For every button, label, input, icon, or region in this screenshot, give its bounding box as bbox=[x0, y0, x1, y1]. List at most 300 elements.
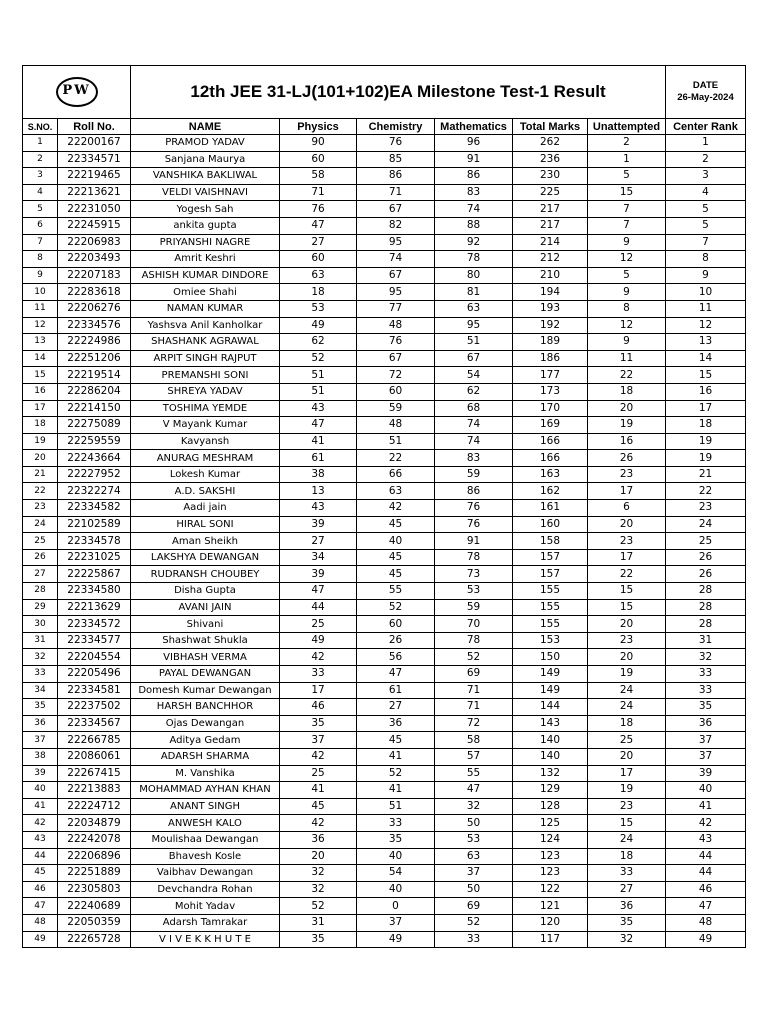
pw-logo bbox=[56, 77, 98, 107]
cell-name: NAMAN KUMAR bbox=[131, 300, 280, 317]
cell-roll-no: 22334571 bbox=[58, 151, 131, 168]
cell-chemistry: 40 bbox=[357, 881, 435, 898]
cell-unattempted: 24 bbox=[588, 699, 666, 716]
cell-total-marks: 217 bbox=[513, 217, 588, 234]
cell-name: Vaibhav Dewangan bbox=[131, 865, 280, 882]
cell-name: M. Vanshika bbox=[131, 765, 280, 782]
cell-mathematics: 32 bbox=[435, 798, 513, 815]
cell-center-rank: 22 bbox=[666, 483, 746, 500]
cell-name: Kavyansh bbox=[131, 433, 280, 450]
cell-unattempted: 18 bbox=[588, 848, 666, 865]
cell-unattempted: 15 bbox=[588, 599, 666, 616]
table-row bbox=[23, 865, 746, 882]
table-row bbox=[23, 284, 746, 301]
cell-chemistry: 74 bbox=[357, 251, 435, 268]
cell-unattempted: 22 bbox=[588, 367, 666, 384]
cell-mathematics: 71 bbox=[435, 699, 513, 716]
cell-roll-no: 22245915 bbox=[58, 217, 131, 234]
cell-sno: 14 bbox=[23, 350, 58, 367]
cell-sno: 40 bbox=[23, 782, 58, 799]
cell-total-marks: 123 bbox=[513, 848, 588, 865]
cell-chemistry: 76 bbox=[357, 334, 435, 351]
cell-sno: 30 bbox=[23, 616, 58, 633]
cell-physics: 31 bbox=[280, 914, 357, 931]
cell-physics: 60 bbox=[280, 251, 357, 268]
cell-unattempted: 18 bbox=[588, 715, 666, 732]
cell-sno: 39 bbox=[23, 765, 58, 782]
cell-physics: 47 bbox=[280, 583, 357, 600]
cell-physics: 39 bbox=[280, 566, 357, 583]
logo-text: PW bbox=[62, 83, 91, 98]
cell-name: SHREYA YADAV bbox=[131, 383, 280, 400]
cell-chemistry: 52 bbox=[357, 599, 435, 616]
cell-name: LAKSHYA DEWANGAN bbox=[131, 549, 280, 566]
cell-sno: 45 bbox=[23, 865, 58, 882]
table-row bbox=[23, 251, 746, 268]
cell-name: ANANT SINGH bbox=[131, 798, 280, 815]
cell-chemistry: 67 bbox=[357, 350, 435, 367]
table-row bbox=[23, 234, 746, 251]
cell-roll-no: 22204554 bbox=[58, 649, 131, 666]
cell-physics: 43 bbox=[280, 400, 357, 417]
cell-sno: 48 bbox=[23, 914, 58, 931]
cell-total-marks: 166 bbox=[513, 433, 588, 450]
cell-physics: 60 bbox=[280, 151, 357, 168]
cell-name: Aadi jain bbox=[131, 500, 280, 517]
cell-total-marks: 117 bbox=[513, 931, 588, 948]
cell-sno: 29 bbox=[23, 599, 58, 616]
cell-unattempted: 24 bbox=[588, 831, 666, 848]
report-title: 12th JEE 31-LJ(101+102)EA Milestone Test-1 Result bbox=[190, 82, 606, 101]
cell-mathematics: 68 bbox=[435, 400, 513, 417]
cell-physics: 46 bbox=[280, 699, 357, 716]
cell-sno: 25 bbox=[23, 533, 58, 550]
cell-total-marks: 186 bbox=[513, 350, 588, 367]
cell-center-rank: 41 bbox=[666, 798, 746, 815]
cell-physics: 41 bbox=[280, 782, 357, 799]
cell-sno: 21 bbox=[23, 466, 58, 483]
cell-roll-no: 22227952 bbox=[58, 466, 131, 483]
cell-sno: 24 bbox=[23, 516, 58, 533]
cell-total-marks: 140 bbox=[513, 748, 588, 765]
cell-chemistry: 61 bbox=[357, 682, 435, 699]
col-header-chemistry: Chemistry bbox=[357, 119, 435, 135]
cell-unattempted: 19 bbox=[588, 417, 666, 434]
cell-center-rank: 49 bbox=[666, 931, 746, 948]
cell-center-rank: 47 bbox=[666, 898, 746, 915]
table-row bbox=[23, 466, 746, 483]
cell-center-rank: 13 bbox=[666, 334, 746, 351]
cell-chemistry: 67 bbox=[357, 267, 435, 284]
cell-total-marks: 121 bbox=[513, 898, 588, 915]
cell-chemistry: 56 bbox=[357, 649, 435, 666]
cell-chemistry: 42 bbox=[357, 500, 435, 517]
cell-unattempted: 11 bbox=[588, 350, 666, 367]
cell-roll-no: 22206896 bbox=[58, 848, 131, 865]
cell-center-rank: 8 bbox=[666, 251, 746, 268]
table-row bbox=[23, 483, 746, 500]
cell-center-rank: 17 bbox=[666, 400, 746, 417]
cell-center-rank: 37 bbox=[666, 748, 746, 765]
cell-roll-no: 22251206 bbox=[58, 350, 131, 367]
date-value: 26-May-2024 bbox=[677, 92, 734, 103]
cell-unattempted: 5 bbox=[588, 267, 666, 284]
cell-physics: 35 bbox=[280, 715, 357, 732]
cell-center-rank: 1 bbox=[666, 135, 746, 152]
cell-roll-no: 22219514 bbox=[58, 367, 131, 384]
cell-name: Yogesh Sah bbox=[131, 201, 280, 218]
table-row bbox=[23, 417, 746, 434]
cell-roll-no: 22224712 bbox=[58, 798, 131, 815]
col-header-name: NAME bbox=[131, 119, 280, 135]
cell-mathematics: 78 bbox=[435, 632, 513, 649]
cell-center-rank: 33 bbox=[666, 682, 746, 699]
cell-name: AVANI JAIN bbox=[131, 599, 280, 616]
cell-chemistry: 72 bbox=[357, 367, 435, 384]
cell-roll-no: 22237502 bbox=[58, 699, 131, 716]
cell-physics: 32 bbox=[280, 865, 357, 882]
cell-chemistry: 63 bbox=[357, 483, 435, 500]
cell-chemistry: 51 bbox=[357, 798, 435, 815]
cell-roll-no: 22203493 bbox=[58, 251, 131, 268]
cell-chemistry: 40 bbox=[357, 848, 435, 865]
cell-total-marks: 170 bbox=[513, 400, 588, 417]
cell-chemistry: 36 bbox=[357, 715, 435, 732]
cell-chemistry: 95 bbox=[357, 234, 435, 251]
cell-chemistry: 51 bbox=[357, 433, 435, 450]
cell-roll-no: 22207183 bbox=[58, 267, 131, 284]
cell-physics: 90 bbox=[280, 135, 357, 152]
cell-mathematics: 78 bbox=[435, 549, 513, 566]
cell-roll-no: 22206983 bbox=[58, 234, 131, 251]
cell-unattempted: 9 bbox=[588, 284, 666, 301]
cell-unattempted: 1 bbox=[588, 151, 666, 168]
col-header-physics: Physics bbox=[280, 119, 357, 135]
cell-name: Disha Gupta bbox=[131, 583, 280, 600]
cell-total-marks: 192 bbox=[513, 317, 588, 334]
cell-physics: 61 bbox=[280, 450, 357, 467]
cell-unattempted: 12 bbox=[588, 317, 666, 334]
cell-center-rank: 9 bbox=[666, 267, 746, 284]
cell-roll-no: 22265728 bbox=[58, 931, 131, 948]
cell-name: PREMANSHI SONI bbox=[131, 367, 280, 384]
cell-unattempted: 23 bbox=[588, 632, 666, 649]
cell-mathematics: 70 bbox=[435, 616, 513, 633]
cell-roll-no: 22086061 bbox=[58, 748, 131, 765]
cell-center-rank: 26 bbox=[666, 549, 746, 566]
cell-sno: 49 bbox=[23, 931, 58, 948]
cell-unattempted: 2 bbox=[588, 135, 666, 152]
cell-sno: 37 bbox=[23, 732, 58, 749]
cell-mathematics: 83 bbox=[435, 450, 513, 467]
cell-sno: 34 bbox=[23, 682, 58, 699]
cell-name: ASHISH KUMAR DINDORE bbox=[131, 267, 280, 284]
cell-mathematics: 52 bbox=[435, 649, 513, 666]
table-row bbox=[23, 367, 746, 384]
cell-physics: 47 bbox=[280, 417, 357, 434]
cell-total-marks: 155 bbox=[513, 583, 588, 600]
cell-mathematics: 50 bbox=[435, 881, 513, 898]
cell-physics: 41 bbox=[280, 433, 357, 450]
cell-chemistry: 60 bbox=[357, 616, 435, 633]
cell-sno: 8 bbox=[23, 251, 58, 268]
cell-center-rank: 23 bbox=[666, 500, 746, 517]
cell-physics: 45 bbox=[280, 798, 357, 815]
cell-center-rank: 28 bbox=[666, 616, 746, 633]
cell-name: ANWESH KALO bbox=[131, 815, 280, 832]
cell-center-rank: 32 bbox=[666, 649, 746, 666]
cell-center-rank: 12 bbox=[666, 317, 746, 334]
cell-center-rank: 37 bbox=[666, 732, 746, 749]
cell-sno: 44 bbox=[23, 848, 58, 865]
col-header-total: Total Marks bbox=[513, 119, 588, 135]
cell-physics: 43 bbox=[280, 500, 357, 517]
cell-chemistry: 76 bbox=[357, 135, 435, 152]
cell-mathematics: 58 bbox=[435, 732, 513, 749]
table-row bbox=[23, 533, 746, 550]
cell-chemistry: 45 bbox=[357, 516, 435, 533]
cell-sno: 28 bbox=[23, 583, 58, 600]
cell-sno: 11 bbox=[23, 300, 58, 317]
cell-sno: 5 bbox=[23, 201, 58, 218]
cell-roll-no: 22231050 bbox=[58, 201, 131, 218]
cell-center-rank: 18 bbox=[666, 417, 746, 434]
cell-name: Omiee Shahi bbox=[131, 284, 280, 301]
cell-unattempted: 7 bbox=[588, 217, 666, 234]
cell-roll-no: 22334576 bbox=[58, 317, 131, 334]
table-row bbox=[23, 599, 746, 616]
cell-mathematics: 63 bbox=[435, 300, 513, 317]
cell-mathematics: 55 bbox=[435, 765, 513, 782]
cell-roll-no: 22213621 bbox=[58, 184, 131, 201]
cell-chemistry: 26 bbox=[357, 632, 435, 649]
cell-center-rank: 43 bbox=[666, 831, 746, 848]
cell-center-rank: 5 bbox=[666, 217, 746, 234]
cell-roll-no: 22102589 bbox=[58, 516, 131, 533]
cell-chemistry: 55 bbox=[357, 583, 435, 600]
cell-physics: 39 bbox=[280, 516, 357, 533]
cell-sno: 42 bbox=[23, 815, 58, 832]
cell-chemistry: 49 bbox=[357, 931, 435, 948]
cell-center-rank: 7 bbox=[666, 234, 746, 251]
cell-roll-no: 22231025 bbox=[58, 549, 131, 566]
cell-mathematics: 74 bbox=[435, 201, 513, 218]
cell-sno: 20 bbox=[23, 450, 58, 467]
cell-roll-no: 22322274 bbox=[58, 483, 131, 500]
cell-sno: 17 bbox=[23, 400, 58, 417]
table-row bbox=[23, 632, 746, 649]
cell-chemistry: 41 bbox=[357, 782, 435, 799]
cell-sno: 19 bbox=[23, 433, 58, 450]
cell-sno: 27 bbox=[23, 566, 58, 583]
result-table bbox=[22, 65, 746, 948]
cell-chemistry: 45 bbox=[357, 566, 435, 583]
cell-mathematics: 86 bbox=[435, 483, 513, 500]
cell-roll-no: 22225867 bbox=[58, 566, 131, 583]
table-row bbox=[23, 400, 746, 417]
cell-center-rank: 4 bbox=[666, 184, 746, 201]
cell-chemistry: 82 bbox=[357, 217, 435, 234]
cell-chemistry: 54 bbox=[357, 865, 435, 882]
cell-unattempted: 12 bbox=[588, 251, 666, 268]
table-row bbox=[23, 500, 746, 517]
date-label: DATE bbox=[692, 80, 719, 91]
cell-mathematics: 50 bbox=[435, 815, 513, 832]
cell-roll-no: 22034879 bbox=[58, 815, 131, 832]
cell-physics: 49 bbox=[280, 632, 357, 649]
cell-sno: 9 bbox=[23, 267, 58, 284]
cell-center-rank: 25 bbox=[666, 533, 746, 550]
cell-name: HARSH BANCHHOR bbox=[131, 699, 280, 716]
cell-unattempted: 7 bbox=[588, 201, 666, 218]
cell-total-marks: 132 bbox=[513, 765, 588, 782]
cell-mathematics: 81 bbox=[435, 284, 513, 301]
cell-unattempted: 5 bbox=[588, 168, 666, 185]
table-row bbox=[23, 300, 746, 317]
cell-center-rank: 42 bbox=[666, 815, 746, 832]
cell-sno: 18 bbox=[23, 417, 58, 434]
cell-chemistry: 67 bbox=[357, 201, 435, 218]
cell-mathematics: 96 bbox=[435, 135, 513, 152]
cell-center-rank: 39 bbox=[666, 765, 746, 782]
table-row bbox=[23, 334, 746, 351]
cell-total-marks: 177 bbox=[513, 367, 588, 384]
title-cell bbox=[131, 66, 666, 119]
table-row bbox=[23, 201, 746, 218]
table-row bbox=[23, 549, 746, 566]
cell-physics: 51 bbox=[280, 383, 357, 400]
cell-center-rank: 35 bbox=[666, 699, 746, 716]
cell-roll-no: 22214150 bbox=[58, 400, 131, 417]
table-row bbox=[23, 931, 746, 948]
cell-total-marks: 155 bbox=[513, 599, 588, 616]
cell-total-marks: 122 bbox=[513, 881, 588, 898]
cell-roll-no: 22200167 bbox=[58, 135, 131, 152]
cell-total-marks: 149 bbox=[513, 666, 588, 683]
cell-center-rank: 5 bbox=[666, 201, 746, 218]
table-row bbox=[23, 682, 746, 699]
table-row bbox=[23, 914, 746, 931]
cell-physics: 36 bbox=[280, 831, 357, 848]
cell-total-marks: 129 bbox=[513, 782, 588, 799]
cell-unattempted: 24 bbox=[588, 682, 666, 699]
table-row bbox=[23, 151, 746, 168]
cell-physics: 27 bbox=[280, 234, 357, 251]
cell-physics: 63 bbox=[280, 267, 357, 284]
cell-center-rank: 19 bbox=[666, 433, 746, 450]
cell-sno: 47 bbox=[23, 898, 58, 915]
cell-name: ADARSH SHARMA bbox=[131, 748, 280, 765]
cell-chemistry: 33 bbox=[357, 815, 435, 832]
cell-center-rank: 2 bbox=[666, 151, 746, 168]
cell-roll-no: 22275089 bbox=[58, 417, 131, 434]
cell-name: Sanjana Maurya bbox=[131, 151, 280, 168]
table-row bbox=[23, 848, 746, 865]
cell-mathematics: 53 bbox=[435, 583, 513, 600]
cell-name: ARPIT SINGH RAJPUT bbox=[131, 350, 280, 367]
cell-roll-no: 22251889 bbox=[58, 865, 131, 882]
col-header-roll: Roll No. bbox=[58, 119, 131, 135]
cell-physics: 13 bbox=[280, 483, 357, 500]
table-row bbox=[23, 184, 746, 201]
cell-roll-no: 22259559 bbox=[58, 433, 131, 450]
table-row bbox=[23, 450, 746, 467]
cell-mathematics: 72 bbox=[435, 715, 513, 732]
cell-physics: 32 bbox=[280, 881, 357, 898]
cell-unattempted: 20 bbox=[588, 748, 666, 765]
cell-roll-no: 22334572 bbox=[58, 616, 131, 633]
cell-name: HIRAL SONI bbox=[131, 516, 280, 533]
cell-sno: 15 bbox=[23, 367, 58, 384]
cell-mathematics: 91 bbox=[435, 151, 513, 168]
cell-mathematics: 74 bbox=[435, 417, 513, 434]
cell-total-marks: 230 bbox=[513, 168, 588, 185]
cell-chemistry: 35 bbox=[357, 831, 435, 848]
cell-chemistry: 22 bbox=[357, 450, 435, 467]
cell-unattempted: 23 bbox=[588, 466, 666, 483]
cell-total-marks: 161 bbox=[513, 500, 588, 517]
cell-unattempted: 20 bbox=[588, 400, 666, 417]
cell-sno: 12 bbox=[23, 317, 58, 334]
cell-total-marks: 128 bbox=[513, 798, 588, 815]
cell-mathematics: 47 bbox=[435, 782, 513, 799]
cell-mathematics: 54 bbox=[435, 367, 513, 384]
cell-mathematics: 37 bbox=[435, 865, 513, 882]
cell-sno: 22 bbox=[23, 483, 58, 500]
cell-center-rank: 16 bbox=[666, 383, 746, 400]
cell-name: VANSHIKA BAKLIWAL bbox=[131, 168, 280, 185]
cell-total-marks: 153 bbox=[513, 632, 588, 649]
cell-total-marks: 225 bbox=[513, 184, 588, 201]
cell-name: Amrit Keshri bbox=[131, 251, 280, 268]
cell-unattempted: 36 bbox=[588, 898, 666, 915]
cell-name: Moulishaa Dewangan bbox=[131, 831, 280, 848]
cell-unattempted: 19 bbox=[588, 666, 666, 683]
cell-center-rank: 44 bbox=[666, 865, 746, 882]
cell-name: Ojas Dewangan bbox=[131, 715, 280, 732]
cell-mathematics: 95 bbox=[435, 317, 513, 334]
cell-sno: 38 bbox=[23, 748, 58, 765]
cell-sno: 10 bbox=[23, 284, 58, 301]
cell-mathematics: 59 bbox=[435, 599, 513, 616]
table-row bbox=[23, 616, 746, 633]
cell-center-rank: 14 bbox=[666, 350, 746, 367]
cell-name: V Mayank Kumar bbox=[131, 417, 280, 434]
cell-total-marks: 158 bbox=[513, 533, 588, 550]
cell-chemistry: 48 bbox=[357, 317, 435, 334]
cell-total-marks: 214 bbox=[513, 234, 588, 251]
cell-unattempted: 25 bbox=[588, 732, 666, 749]
cell-name: MOHAMMAD AYHAN KHAN bbox=[131, 782, 280, 799]
logo-cell bbox=[23, 66, 131, 119]
cell-sno: 32 bbox=[23, 649, 58, 666]
cell-mathematics: 52 bbox=[435, 914, 513, 931]
cell-mathematics: 51 bbox=[435, 334, 513, 351]
cell-mathematics: 73 bbox=[435, 566, 513, 583]
cell-chemistry: 66 bbox=[357, 466, 435, 483]
cell-name: Bhavesh Kosle bbox=[131, 848, 280, 865]
cell-name: Mohit Yadav bbox=[131, 898, 280, 915]
table-row bbox=[23, 666, 746, 683]
cell-physics: 53 bbox=[280, 300, 357, 317]
cell-name: Aditya Gedam bbox=[131, 732, 280, 749]
cell-chemistry: 40 bbox=[357, 533, 435, 550]
cell-chemistry: 71 bbox=[357, 184, 435, 201]
cell-sno: 33 bbox=[23, 666, 58, 683]
cell-center-rank: 46 bbox=[666, 881, 746, 898]
cell-unattempted: 20 bbox=[588, 516, 666, 533]
cell-physics: 47 bbox=[280, 217, 357, 234]
